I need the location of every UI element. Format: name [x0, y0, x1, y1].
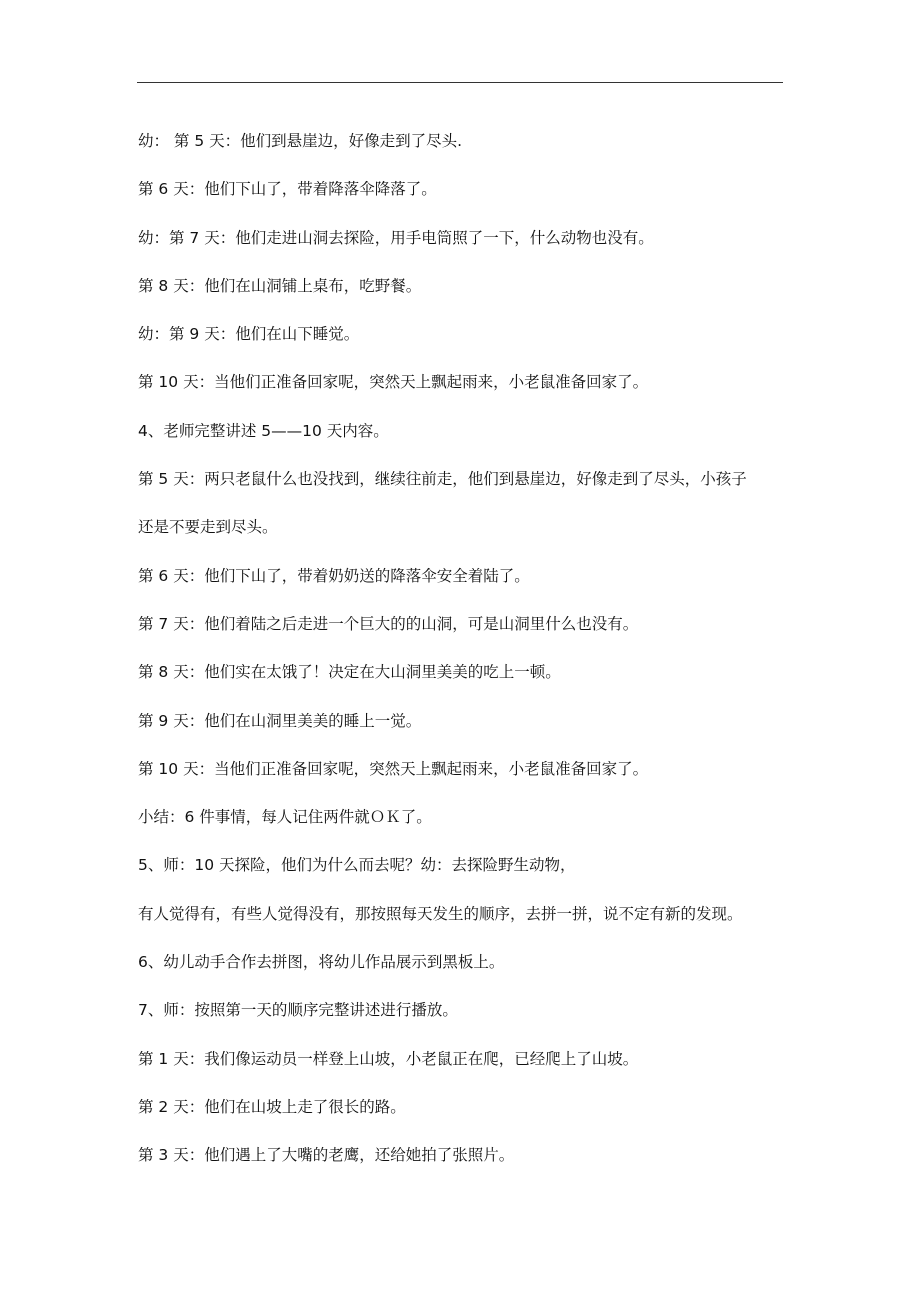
text-line: 有人觉得有，有些人觉得没有，那按照每天发生的顺序，去拼一拼，说不定有新的发现。 [138, 904, 743, 923]
text-line: 第 8 天：他们在山洞铺上桌布，吃野餐。 [138, 276, 422, 295]
text-line: 第 3 天：他们遇上了大嘴的老鹰，还给她拍了张照片。 [138, 1146, 515, 1165]
text-line: 第 8 天：他们实在太饿了！决定在大山洞里美美的吃上一顿。 [138, 663, 561, 682]
document-body [138, 117, 788, 1180]
text-line: 第 1 天：我们像运动员一样登上山坡，小老鼠正在爬，已经爬上了山坡。 [138, 1049, 639, 1068]
text-line-continuation: 还是不要走到尽头。 [138, 518, 278, 537]
text-line: 第 10 天：当他们正准备回家呢，突然天上飘起雨来，小老鼠准备回家了。 [138, 759, 649, 778]
text-line: 第 6 天：他们下山了，带着降落伞降落了。 [138, 180, 437, 199]
section-heading: 5、师：10 天探险，他们为什么而去呢？幼：去探险野生动物， [138, 856, 576, 875]
text-line: 第 7 天：他们着陆之后走进一个巨大的的山洞，可是山洞里什么也没有。 [138, 614, 639, 633]
section-heading: 6、幼儿动手合作去拼图，将幼儿作品展示到黑板上。 [138, 953, 505, 972]
section-heading: 4、老师完整讲述 5——10 天内容。 [138, 421, 389, 440]
section-heading: 7、师：按照第一天的顺序完整讲述进行播放。 [138, 1001, 458, 1020]
text-line: 第 2 天：他们在山坡上走了很长的路。 [138, 1097, 406, 1116]
text-line: 幼：第 7 天：他们走进山洞去探险，用手电筒照了一下，什么动物也没有。 [138, 228, 654, 247]
text-line: 幼：第 9 天：他们在山下睡觉。 [138, 325, 360, 344]
text-line: 第 9 天：他们在山洞里美美的睡上一觉。 [138, 711, 422, 730]
text-line: 幼： 第 5 天：他们到悬崖边，好像走到了尽头. [138, 132, 463, 150]
summary-line: 小结：6 件事情，每人记住两件就ＯＫ了。 [138, 808, 432, 827]
text-line: 第 10 天：当他们正准备回家呢，突然天上飘起雨来，小老鼠准备回家了。 [138, 373, 649, 392]
text-line: 第 6 天：他们下山了，带着奶奶送的降落伞安全着陆了。 [138, 566, 530, 585]
header-rule [137, 82, 783, 83]
text-line: 第 5 天：两只老鼠什么也没找到，继续往前走，他们到悬崖边，好像走到了尽头，小孩子 [138, 470, 747, 489]
